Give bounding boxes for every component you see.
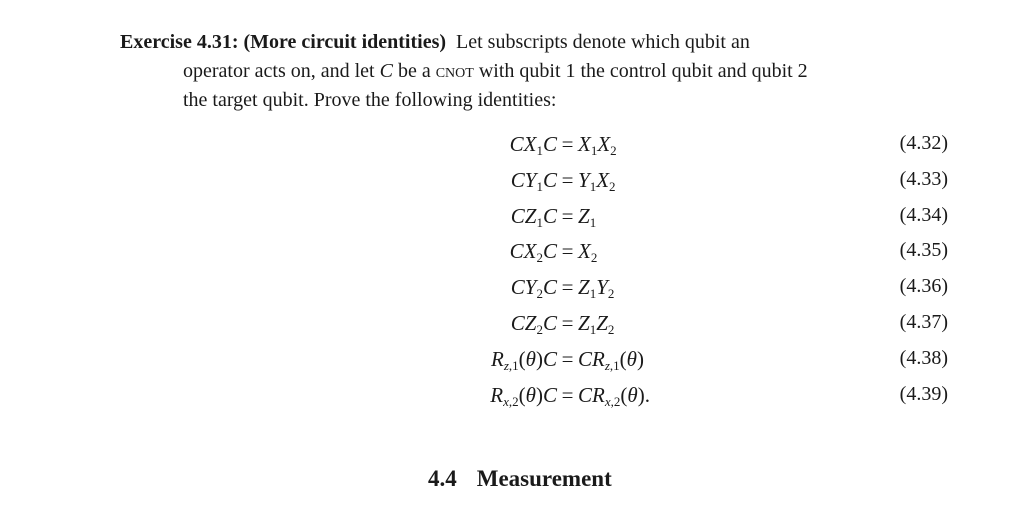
equation-number: (4.39) — [899, 382, 948, 405]
equation-lhs: $R_{x,2}(\theta)C$ — [490, 382, 557, 409]
equation-lhs: $CZ_2C$ — [510, 310, 557, 337]
equation-number: (4.37) — [899, 310, 948, 333]
exercise-block — [120, 28, 950, 115]
equation-rhs: $X_2$ — [578, 239, 598, 266]
equation-row — [0, 271, 1035, 307]
exercise-text-e: the target qubit. Prove the following identities: — [183, 89, 557, 111]
equation-rhs: $Y_1X_2$ — [578, 167, 616, 194]
exercise-line-2 — [183, 57, 950, 86]
equation-lhs: $R_{z,1}(\theta)C$ — [491, 346, 557, 373]
equation-lhs: $CY_1C$ — [510, 167, 557, 194]
equation-row — [0, 200, 1035, 236]
section-number: 4.4 — [428, 466, 457, 491]
exercise-var-c: C — [379, 60, 393, 82]
equation-number: (4.33) — [899, 167, 948, 190]
equals-sign: = — [561, 382, 574, 407]
equals-sign: = — [561, 275, 574, 300]
equation-list — [0, 128, 1035, 414]
equation-rhs: $Z_1$ — [578, 203, 597, 230]
equation-row — [0, 128, 1035, 164]
section-title: Measurement — [476, 466, 612, 491]
equation-row — [0, 307, 1035, 343]
equation-lhs: $CZ_1C$ — [510, 203, 557, 230]
equation-row — [0, 235, 1035, 271]
equation-number: (4.34) — [899, 203, 948, 226]
exercise-label: Exercise 4.31: — [120, 31, 239, 53]
exercise-text-d: with qubit 1 the control qubit and qubit 2 — [473, 60, 808, 82]
equation-row — [0, 343, 1035, 379]
equation-number: (4.35) — [899, 239, 948, 262]
equation-rhs: $Z_1Y_2$ — [578, 275, 615, 302]
exercise-text-c: be a — [392, 60, 436, 82]
equals-sign: = — [561, 239, 574, 264]
exercise-text-a: Let subscripts denote which qubit an — [456, 31, 750, 53]
equation-rhs: $CR_{x,2}(\theta)$. — [578, 382, 650, 409]
section-heading — [428, 466, 612, 492]
equation-rhs: $CR_{z,1}(\theta)$ — [578, 346, 644, 373]
exercise-line-3 — [183, 86, 950, 115]
equals-sign: = — [561, 132, 574, 156]
equation-row — [0, 164, 1035, 200]
equation-number: (4.32) — [899, 132, 948, 154]
exercise-title: (More circuit identities) — [243, 31, 447, 53]
equation-lhs: $CY_2C$ — [510, 275, 557, 302]
equals-sign: = — [561, 310, 574, 335]
equation-rhs: $Z_1Z_2$ — [578, 310, 615, 337]
equation-number: (4.38) — [899, 346, 948, 369]
equation-number: (4.36) — [899, 275, 948, 298]
exercise-line-1 — [120, 28, 950, 57]
exercise-cnot: cnot — [435, 60, 474, 82]
equation-lhs: $CX_1C$ — [509, 132, 557, 158]
exercise-text-b: operator acts on, and let — [183, 60, 380, 82]
equals-sign: = — [561, 346, 574, 371]
equation-rhs: $X_1X_2$ — [578, 132, 617, 158]
equals-sign: = — [561, 167, 574, 192]
equation-row — [0, 379, 1035, 415]
equals-sign: = — [561, 203, 574, 228]
equation-lhs: $CX_2C$ — [509, 239, 557, 266]
